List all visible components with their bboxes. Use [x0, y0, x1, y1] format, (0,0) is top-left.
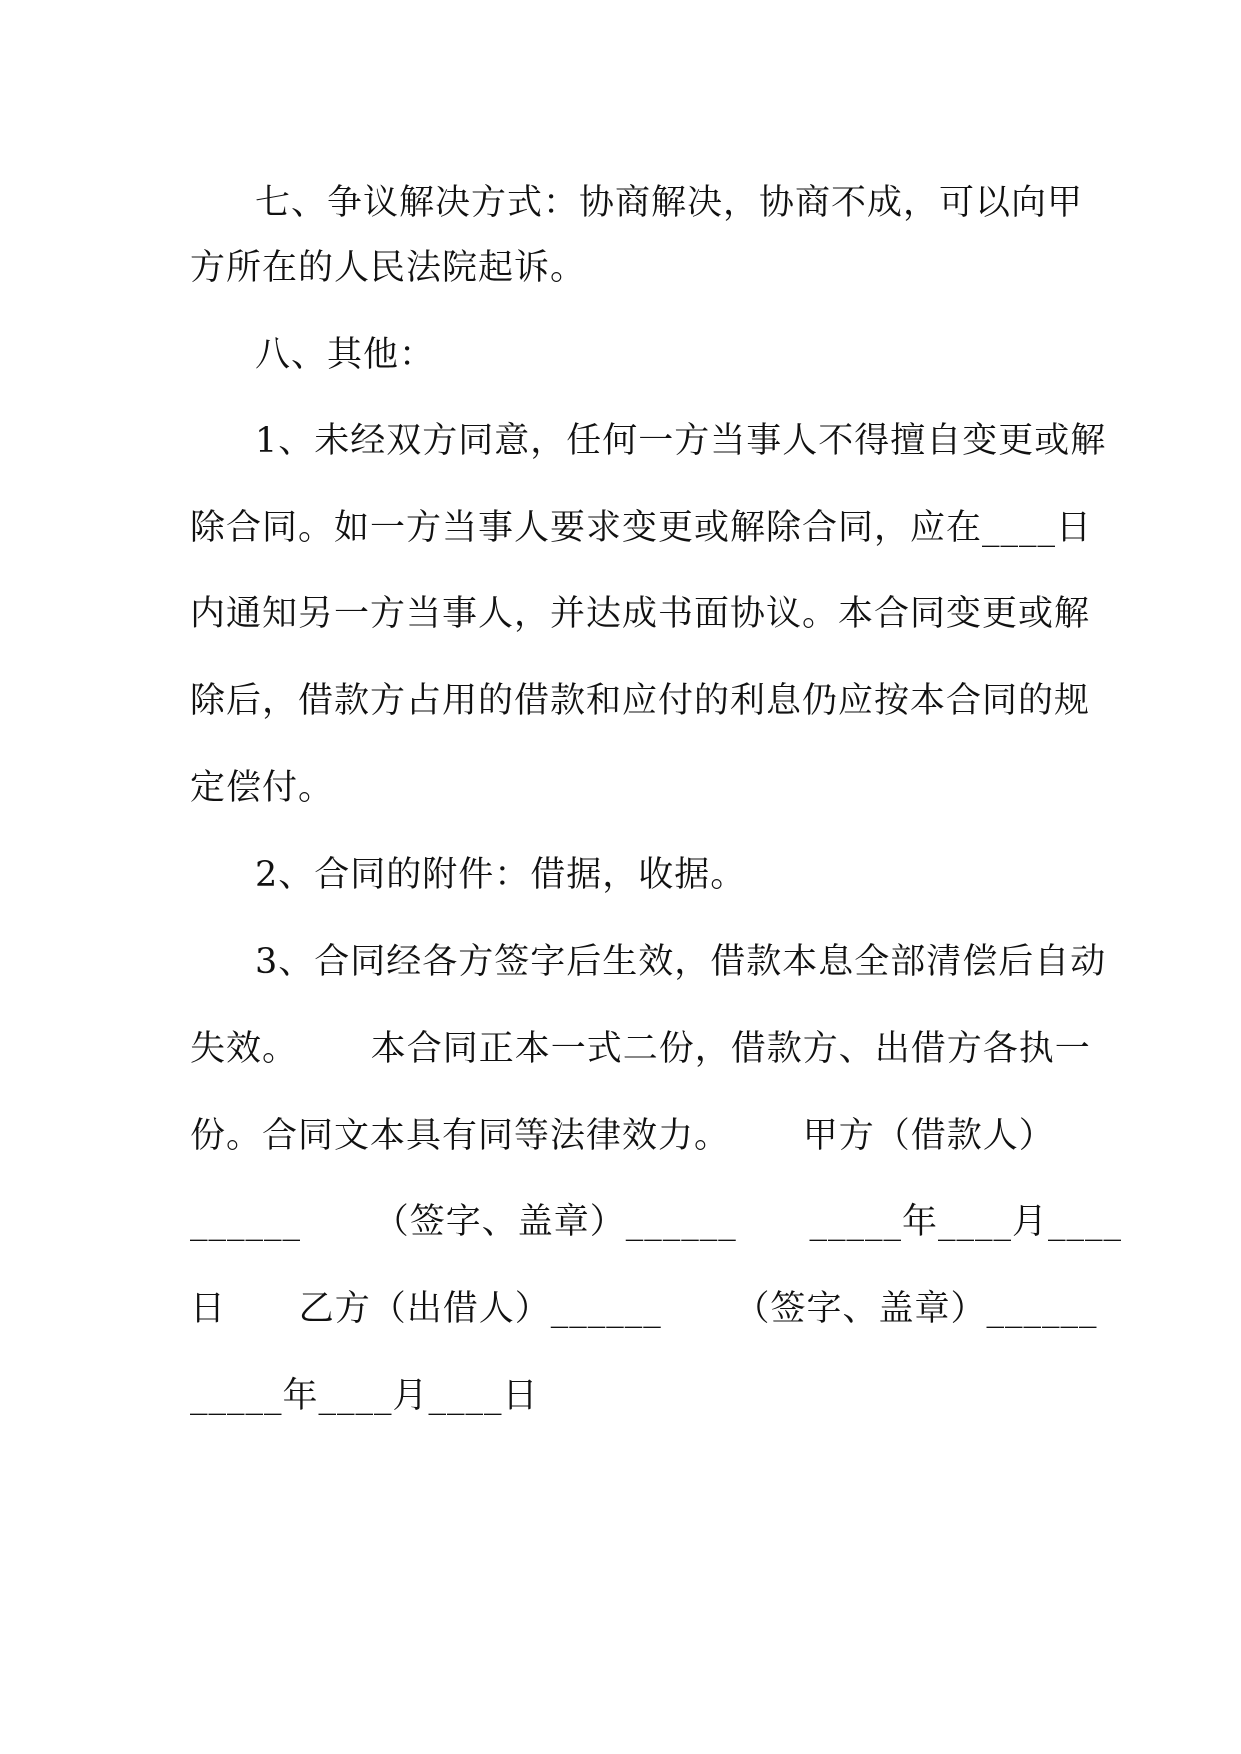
item-1-line-2: 除合同。如一方当事人要求变更或解除合同，应在____日: [190, 508, 1093, 548]
clause-7-line-1: 七、争议解决方式：协商解决，协商不成，可以向甲: [255, 183, 1084, 223]
clause-8-heading: 八、其他：: [255, 335, 436, 375]
item-3-line-1: 3、合同经各方签字后生效，借款本息全部清偿后自动: [255, 942, 1107, 982]
signature-line-1: ______ （签字、盖章）______ _____年____月____: [190, 1202, 1123, 1242]
item-1-line-4: 除后，借款方占用的借款和应付的利息仍应按本合同的规: [190, 681, 1091, 721]
clause-7-line-2: 方所在的人民法院起诉。: [190, 248, 587, 288]
item-3-line-3: 份。合同文本具有同等法律效力。 甲方（借款人）: [190, 1116, 1055, 1156]
item-3-line-2: 失效。 本合同正本一式二份，借款方、出借方各执一: [190, 1029, 1091, 1069]
item-1-line-5: 定偿付。: [190, 768, 335, 808]
item-2-line: 2、合同的附件：借据，收据。: [255, 855, 747, 895]
item-1-line-3: 内通知另一方当事人，并达成书面协议。本合同变更或解: [190, 594, 1091, 634]
item-1-line-1: 1、未经双方同意，任何一方当事人不得擅自变更或解: [255, 421, 1107, 461]
signature-line-2: 日 乙方（出借人）______ （签字、盖章）______: [190, 1289, 1098, 1329]
signature-line-3: _____年____月____日: [190, 1376, 539, 1416]
